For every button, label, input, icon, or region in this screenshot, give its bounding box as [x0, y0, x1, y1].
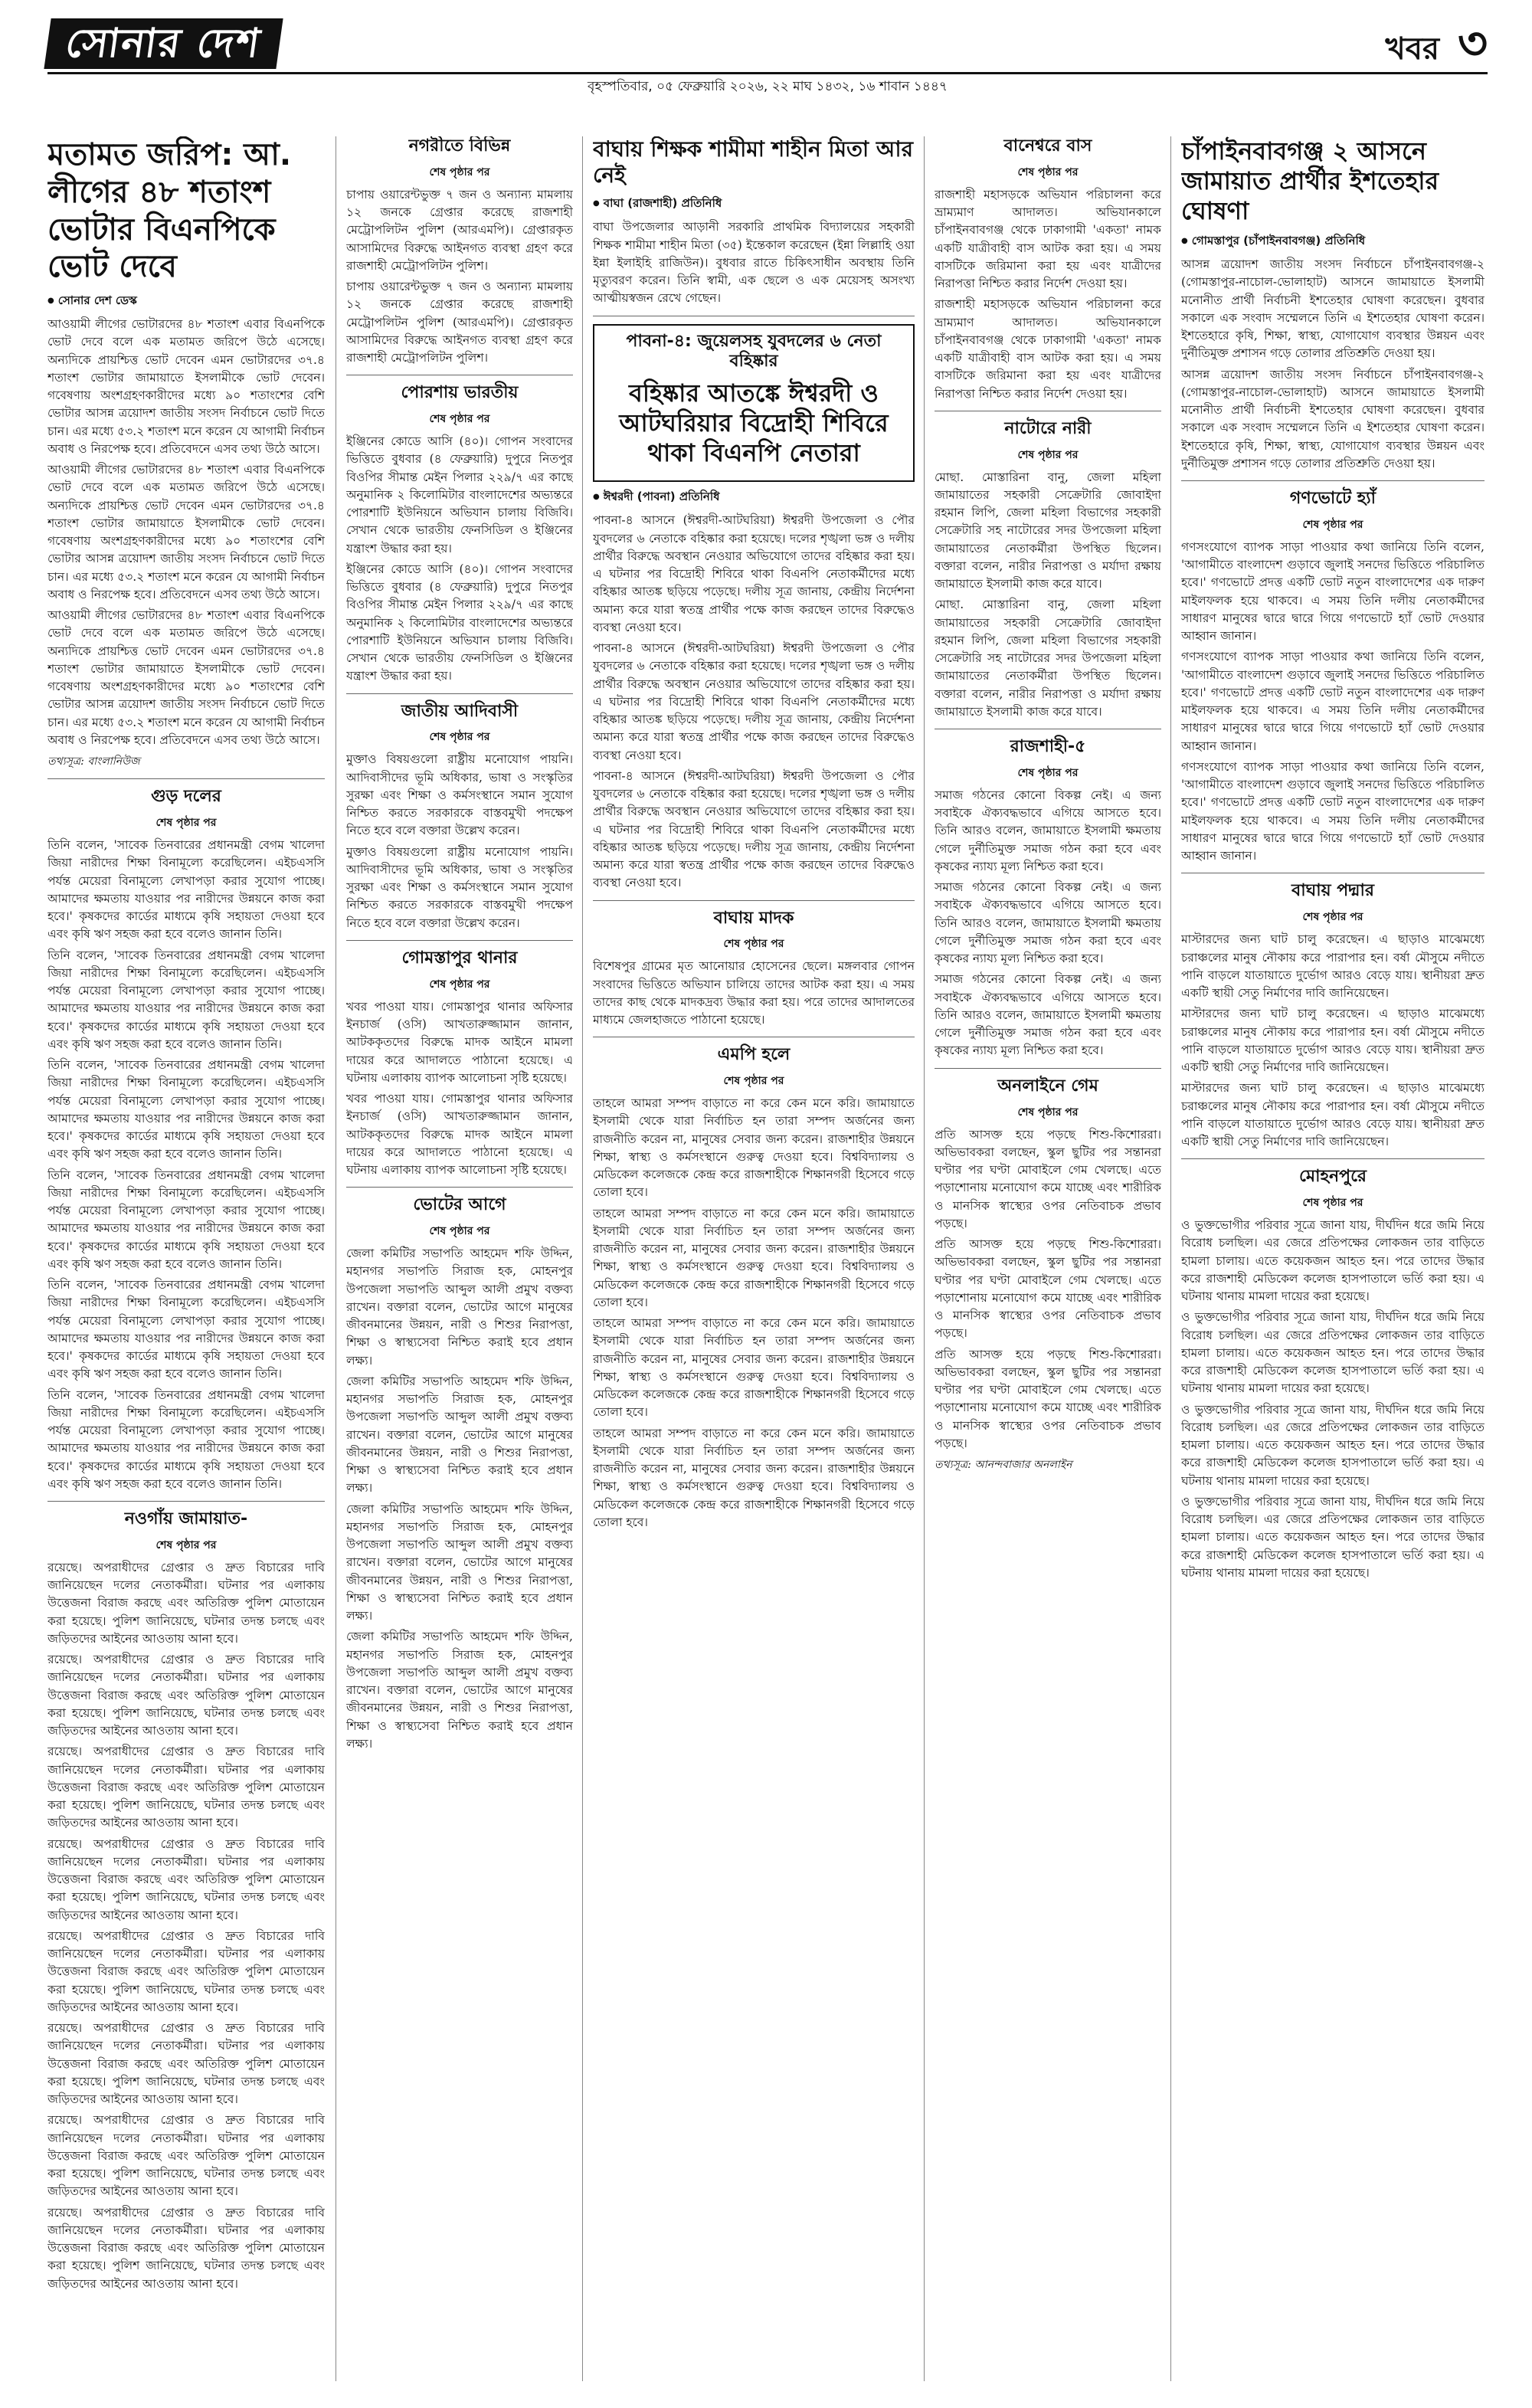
source-credit: তথ্যসূত্র: আনন্দবাজার অনলাইন: [935, 1459, 1072, 1472]
featured-headline: বহিষ্কার আতঙ্কে ঈশ্বরদী ও আটঘরিয়ার বিদ্রোহী শিবিরে থাকা বিএনপি নেতারা: [619, 378, 889, 468]
story-headline: গণভোটে হ্যাঁ: [1289, 489, 1377, 509]
story-kicker: পাবনা-৪: জুয়েলসহ যুবদলের ৬ নেতা বহিষ্কার: [626, 331, 882, 372]
byline: ● ঈশ্বরদী (পাবনা) প্রতিনিধি: [593, 488, 915, 507]
story-headline: রাজশাহী-৫: [1010, 737, 1086, 757]
article-body: রয়েছে। অপরাধীদের গ্রেপ্তার ও দ্রুত বিচারের দাবি জানিয়েছেন দলের নেতাকর্মীরা। ঘটনার পর এলাকায় উত্তেজনা বিরাজ করছে এবং অতিরিক্ত পুলিশ মোতায়েন করা হয়েছে। পুলিশ জানিয়েছে, ঘটনার তদন্ত চলছে এবং জড়িতদের আইনের আওতায় আনা হবে। রয়েছে। অপরাধীদের গ্রেপ্তার ও দ্রুত বিচারের দাবি জানিয়েছেন দলের নেতাকর্মীরা। ঘটনার পর এলাকায় উত্তেজনা বিরাজ করছে এবং অতিরিক্ত পুলিশ মোতায়েন করা হয়েছে। পুলিশ জানিয়েছে, ঘটনার তদন্ত চলছে এবং জড়িতদের আইনের আওতায় আনা হবে। রয়েছে। অপরাধীদের গ্রেপ্তার ও দ্রুত বিচারের দাবি জানিয়েছেন দলের নেতাকর্মীরা। ঘটনার পর এলাকায় উত্তেজনা বিরাজ করছে এবং অতিরিক্ত পুলিশ মোতায়েন করা হয়েছে। পুলিশ জানিয়েছে, ঘটনার তদন্ত চলছে এবং জড়িতদের আইনের আওতায় আনা হবে। রয়েছে। অপরাধীদের গ্রেপ্তার ও দ্রুত বিচারের দাবি জানিয়েছেন দলের নেতাকর্মীরা। ঘটনার পর এলাকায় উত্তেজনা বিরাজ করছে এবং অতিরিক্ত পুলিশ মোতায়েন করা হয়েছে। পুলিশ জানিয়েছে, ঘটনার তদন্ত চলছে এবং জড়িতদের আইনের আওতায় আনা হবে। রয়েছে। অপরাধীদের গ্রেপ্তার ও দ্রুত বিচারের দাবি জানিয়েছেন দলের নেতাকর্মীরা। ঘটনার পর এলাকায় উত্তেজনা বিরাজ করছে এবং অতিরিক্ত পুলিশ মোতায়েন করা হয়েছে। পুলিশ জানিয়েছে, ঘটনার তদন্ত চলছে এবং জড়িতদের আইনের আওতায় আনা হবে। রয়েছে। অপরাধীদের গ্রেপ্তার ও দ্রুত বিচারের দাবি জানিয়েছেন দলের নেতাকর্মীরা। ঘটনার পর এলাকায় উত্তেজনা বিরাজ করছে এবং অতিরিক্ত পুলিশ মোতায়েন করা হয়েছে। পুলিশ জানিয়েছে, ঘটনার তদন্ত চলছে এবং জড়িতদের আইনের আওতায় আনা হবে। রয়েছে। অপরাধীদের গ্রেপ্তার ও দ্রুত বিচারের দাবি জানিয়েছেন দলের নেতাকর্মীরা। ঘটনার পর এলাকায় উত্তেজনা বিরাজ করছে এবং অতিরিক্ত পুলিশ মোতায়েন করা হয়েছে। পুলিশ জানিয়েছে, ঘটনার তদন্ত চলছে এবং জড়িতদের আইনের আওতায় আনা হবে। রয়েছে। অপরাধীদের গ্রেপ্তার ও দ্রুত বিচারের দাবি জানিয়েছেন দলের নেতাকর্মীরা। ঘটনার পর এলাকায় উত্তেজনা বিরাজ করছে এবং অতিরিক্ত পুলিশ মোতায়েন করা হয়েছে। পুলিশ জানিয়েছে, ঘটনার তদন্ত চলছে এবং জড়িতদের আইনের আওতায় আনা হবে।: [47, 1560, 325, 2291]
featured-story-box: [593, 324, 915, 483]
continued-label: শেষ পৃষ্ঠার পর: [723, 1075, 784, 1088]
source-credit: তথ্যসূত্র: বাংলানিউজ: [47, 755, 140, 768]
story-headline: জাতীয় আদিবাসী: [401, 701, 519, 721]
byline: ● গোমস্তাপুর (চাঁপাইনবাবগঞ্জ) প্রতিনিধি: [1181, 232, 1485, 251]
story-divider: [346, 693, 573, 694]
section-label: [1385, 18, 1488, 74]
column-5: [1181, 136, 1485, 2381]
story-headline: বাঘায় শিক্ষক শামীমা শাহীন মিতা আর নেই: [593, 136, 913, 188]
article-body: সমাজ গঠনের কোনো বিকল্প নেই। এ জন্য সবাইকে ঐক্যবদ্ধভাবে এগিয়ে আসতে হবে। তিনি আরও বলেন, জামায়াতে ইসলামী ক্ষমতায় গেলে দুর্নীতিমুক্ত সমাজ গঠন করা হবে এবং কৃষকের ন্যায্য মূল্য নিশ্চিত করা হবে। সমাজ গঠনের কোনো বিকল্প নেই। এ জন্য সবাইকে ঐক্যবদ্ধভাবে এগিয়ে আসতে হবে। তিনি আরও বলেন, জামায়াতে ইসলামী ক্ষমতায় গেলে দুর্নীতিমুক্ত সমাজ গঠন করা হবে এবং কৃষকের ন্যায্য মূল্য নিশ্চিত করা হবে। সমাজ গঠনের কোনো বিকল্প নেই। এ জন্য সবাইকে ঐক্যবদ্ধভাবে এগিয়ে আসতে হবে। তিনি আরও বলেন, জামায়াতে ইসলামী ক্ষমতায় গেলে দুর্নীতিমুক্ত সমাজ গঠন করা হবে এবং কৃষকের ন্যায্য মূল্য নিশ্চিত করা হবে।: [935, 788, 1161, 1058]
story-headline: বানেশ্বরে বাস: [1003, 136, 1092, 156]
story-divider: [935, 1068, 1161, 1069]
column-4: [935, 136, 1161, 2381]
article-body: পাবনা-৪ আসনে (ঈশ্বরদী-আটঘরিয়া) ঈশ্বরদী উপজেলা ও পৌর যুবদলের ৬ নেতাকে বহিষ্কার করা হয়েছে। দলের শৃঙ্খলা ভঙ্গ ও দলীয় প্রার্থীর বিরুদ্ধে অবস্থান নেওয়ার অভিযোগে তাদের বহিষ্কার করা হয়। এ ঘটনার পর বিদ্রোহী শিবিরে থাকা বিএনপি নেতাকর্মীদের মধ্যে বহিষ্কার আতঙ্ক ছড়িয়ে পড়েছে। দলীয় সূত্র জানায়, কেন্দ্রীয় নির্দেশনা অমান্য করে যারা স্বতন্ত্র প্রার্থীর পক্ষে কাজ করছেন তাদের বিরুদ্ধেও ব্যবস্থা নেওয়া হবে। পাবনা-৪ আসনে (ঈশ্বরদী-আটঘরিয়া) ঈশ্বরদী উপজেলা ও পৌর যুবদলের ৬ নেতাকে বহিষ্কার করা হয়েছে। দলের শৃঙ্খলা ভঙ্গ ও দলীয় প্রার্থীর বিরুদ্ধে অবস্থান নেওয়ার অভিযোগে তাদের বহিষ্কার করা হয়। এ ঘটনার পর বিদ্রোহী শিবিরে থাকা বিএনপি নেতাকর্মীদের মধ্যে বহিষ্কার আতঙ্ক ছড়িয়ে পড়েছে। দলীয় সূত্র জানায়, কেন্দ্রীয় নির্দেশনা অমান্য করে যারা স্বতন্ত্র প্রার্থীর পক্ষে কাজ করছেন তাদের বিরুদ্ধেও ব্যবস্থা নেওয়া হবে। পাবনা-৪ আসনে (ঈশ্বরদী-আটঘরিয়া) ঈশ্বরদী উপজেলা ও পৌর যুবদলের ৬ নেতাকে বহিষ্কার করা হয়েছে। দলের শৃঙ্খলা ভঙ্গ ও দলীয় প্রার্থীর বিরুদ্ধে অবস্থান নেওয়ার অভিযোগে তাদের বহিষ্কার করা হয়। এ ঘটনার পর বিদ্রোহী শিবিরে থাকা বিএনপি নেতাকর্মীদের মধ্যে বহিষ্কার আতঙ্ক ছড়িয়ে পড়েছে। দলীয় সূত্র জানায়, কেন্দ্রীয় নির্দেশনা অমান্য করে যারা স্বতন্ত্র প্রার্থীর পক্ষে কাজ করছেন তাদের বিরুদ্ধেও ব্যবস্থা নেওয়া হবে।: [593, 513, 915, 890]
page-number: ৩: [1457, 17, 1488, 70]
continued-label: শেষ পৃষ্ঠার পর: [429, 165, 490, 179]
column-3: [593, 136, 915, 2381]
continued-label: শেষ পৃষ্ঠার পর: [1017, 165, 1079, 179]
continued-label: শেষ পৃষ্ঠার পর: [1017, 448, 1079, 461]
continued-label: শেষ পৃষ্ঠার পর: [1017, 766, 1079, 779]
column-2: [346, 136, 573, 2381]
story-headline: গুড় দলের: [151, 787, 221, 807]
article-body: আসন্ন ত্রয়োদশ জাতীয় সংসদ নির্বাচনে চাঁপাইনবাবগঞ্জ-২ (গোমস্তাপুর-নাচোল-ভোলাহাট) আসনে জামায়াতে ইসলামী মনোনীত প্রার্থী নির্বাচনী ইশতেহার ঘোষণা করেছেন। বুধবার সকালে এক সংবাদ সম্মেলনে তিনি এ ইশতেহার ঘোষণা করেন। ইশতেহারে কৃষি, শিক্ষা, স্বাস্থ্য, যোগাযোগ ব্যবস্থার উন্নয়ন এবং দুর্নীতিমুক্ত প্রশাসন গড়ে তোলার প্রতিশ্রুতি দেওয়া হয়। আসন্ন ত্রয়োদশ জাতীয় সংসদ নির্বাচনে চাঁপাইনবাবগঞ্জ-২ (গোমস্তাপুর-নাচোল-ভোলাহাট) আসনে জামায়াতে ইসলামী মনোনীত প্রার্থী নির্বাচনী ইশতেহার ঘোষণা করেছেন। বুধবার সকালে এক সংবাদ সম্মেলনে তিনি এ ইশতেহার ঘোষণা করেন। ইশতেহারে কৃষি, শিক্ষা, স্বাস্থ্য, যোগাযোগ ব্যবস্থার উন্নয়ন এবং দুর্নীতিমুক্ত প্রশাসন গড়ে তোলার প্রতিশ্রুতি দেওয়া হয়।: [1181, 257, 1485, 470]
article-body: খবর পাওয়া যায়। গোমস্তাপুর থানার অফিসার ইনচার্জ (ওসি) আখতারুজ্জামান জানান, আটককৃতদের বিরুদ্ধে মাদক আইনে মামলা দায়ের করে আদালতে পাঠানো হয়েছে। এ ঘটনায় এলাকায় ব্যাপক আলোচনা সৃষ্টি হয়েছে। খবর পাওয়া যায়। গোমস্তাপুর থানার অফিসার ইনচার্জ (ওসি) আখতারুজ্জামান জানান, আটককৃতদের বিরুদ্ধে মাদক আইনে মামলা দায়ের করে আদালতে পাঠানো হয়েছে। এ ঘটনায় এলাকায় ব্যাপক আলোচনা সৃষ্টি হয়েছে।: [346, 999, 573, 1178]
continued-label: শেষ পৃষ্ঠার পর: [1302, 1197, 1363, 1210]
story-headline: নগরীতে বিভিন্ন: [408, 136, 511, 156]
article-body: প্রতি আসক্ত হয়ে পড়ছে শিশু-কিশোররা। অভিভাবকরা বলছেন, স্কুল ছুটির পর সন্তানরা ঘণ্টার পর ঘণ্টা মোবাইলে গেম খেলছে। এতে পড়াশোনায় মনোযোগ কমে যাচ্ছে এবং শারীরিক ও মানসিক স্বাস্থ্যের ওপর নেতিবাচক প্রভাব পড়ছে। প্রতি আসক্ত হয়ে পড়ছে শিশু-কিশোররা। অভিভাবকরা বলছেন, স্কুল ছুটির পর সন্তানরা ঘণ্টার পর ঘণ্টা মোবাইলে গেম খেলছে। এতে পড়াশোনায় মনোযোগ কমে যাচ্ছে এবং শারীরিক ও মানসিক স্বাস্থ্যের ওপর নেতিবাচক প্রভাব পড়ছে। প্রতি আসক্ত হয়ে পড়ছে শিশু-কিশোররা। অভিভাবকরা বলছেন, স্কুল ছুটির পর সন্তানরা ঘণ্টার পর ঘণ্টা মোবাইলে গেম খেলছে। এতে পড়াশোনায় মনোযোগ কমে যাচ্ছে এবং শারীরিক ও মানসিক স্বাস্থ্যের ওপর নেতিবাচক প্রভাব পড়ছে।: [935, 1127, 1161, 1450]
masthead-rule: [47, 72, 1488, 74]
story-headline: এমপি হলে: [717, 1045, 791, 1065]
article-body: ও ভুক্তভোগীর পরিবার সূত্রে জানা যায়, দীর্ঘদিন ধরে জমি নিয়ে বিরোধ চলছিল। এর জেরে প্রতিপক্ষের লোকজন তার বাড়িতে হামলা চালায়। এতে কয়েকজন আহত হন। পরে তাদের উদ্ধার করে রাজশাহী মেডিকেল কলেজ হাসপাতালে ভর্তি করা হয়। এ ঘটনায় থানায় মামলা দায়ের করা হয়েছে। ও ভুক্তভোগীর পরিবার সূত্রে জানা যায়, দীর্ঘদিন ধরে জমি নিয়ে বিরোধ চলছিল। এর জেরে প্রতিপক্ষের লোকজন তার বাড়িতে হামলা চালায়। এতে কয়েকজন আহত হন। পরে তাদের উদ্ধার করে রাজশাহী মেডিকেল কলেজ হাসপাতালে ভর্তি করা হয়। এ ঘটনায় থানায় মামলা দায়ের করা হয়েছে। ও ভুক্তভোগীর পরিবার সূত্রে জানা যায়, দীর্ঘদিন ধরে জমি নিয়ে বিরোধ চলছিল। এর জেরে প্রতিপক্ষের লোকজন তার বাড়িতে হামলা চালায়। এতে কয়েকজন আহত হন। পরে তাদের উদ্ধার করে রাজশাহী মেডিকেল কলেজ হাসপাতালে ভর্তি করা হয়। এ ঘটনায় থানায় মামলা দায়ের করা হয়েছে। ও ভুক্তভোগীর পরিবার সূত্রে জানা যায়, দীর্ঘদিন ধরে জমি নিয়ে বিরোধ চলছিল। এর জেরে প্রতিপক্ষের লোকজন তার বাড়িতে হামলা চালায়। এতে কয়েকজন আহত হন। পরে তাদের উদ্ধার করে রাজশাহী মেডিকেল কলেজ হাসপাতালে ভর্তি করা হয়। এ ঘটনায় থানায় মামলা দায়ের করা হয়েছে।: [1181, 1218, 1485, 1580]
column-divider: [1170, 136, 1171, 2381]
article-body: গণসংযোগে ব্যাপক সাড়া পাওয়ার কথা জানিয়ে তিনি বলেন, 'আগামীতে বাংলাদেশ গুড়াবে জুলাই সনদের ভিত্তিতে পরিচালিত হবে।' গণভোটে প্রদত্ত একটি ভোট নতুন বাংলাদেশের এক দারুণ মাইলফলক হয়ে থাকবে। এ সময় তিনি দলীয় নেতাকর্মীদের সাধারণ মানুষের দ্বারে দ্বারে গিয়ে গণভোটে হ্যাঁ ভোট দেওয়ার আহ্বান জানান। গণসংযোগে ব্যাপক সাড়া পাওয়ার কথা জানিয়ে তিনি বলেন, 'আগামীতে বাংলাদেশ গুড়াবে জুলাই সনদের ভিত্তিতে পরিচালিত হবে।' গণভোটে প্রদত্ত একটি ভোট নতুন বাংলাদেশের এক দারুণ মাইলফলক হয়ে থাকবে। এ সময় তিনি দলীয় নেতাকর্মীদের সাধারণ মানুষের দ্বারে দ্বারে গিয়ে গণভোটে হ্যাঁ ভোট দেওয়ার আহ্বান জানান। গণসংযোগে ব্যাপক সাড়া পাওয়ার কথা জানিয়ে তিনি বলেন, 'আগামীতে বাংলাদেশ গুড়াবে জুলাই সনদের ভিত্তিতে পরিচালিত হবে।' গণভোটে প্রদত্ত একটি ভোট নতুন বাংলাদেশের এক দারুণ মাইলফলক হয়ে থাকবে। এ সময় তিনি দলীয় নেতাকর্মীদের সাধারণ মানুষের দ্বারে দ্বারে গিয়ে গণভোটে হ্যাঁ ভোট দেওয়ার আহ্বান জানান।: [1181, 539, 1485, 863]
continued-label: শেষ পৃষ্ঠার পর: [1302, 911, 1363, 924]
masthead: [47, 17, 1488, 93]
continued-label: শেষ পৃষ্ঠার পর: [155, 1538, 217, 1551]
story-divider: [1181, 1158, 1485, 1159]
story-headline: বাঘায় মাদক: [713, 908, 794, 928]
continued-label: শেষ পৃষ্ঠার পর: [429, 1225, 490, 1238]
story-divider: [346, 940, 573, 941]
column-divider: [582, 136, 583, 2381]
story-headline: গোমস্তাপুর থানার: [401, 948, 518, 968]
story-headline: নওগাঁয় জামায়াত-: [124, 1509, 248, 1529]
continued-label: শেষ পৃষ্ঠার পর: [429, 978, 490, 991]
article-body: মাস্টারদের জন্য ঘাট চালু করেছেন। এ ছাড়াও মাঝেমধ্যে চরাঞ্চলের মানুষ নৌকায় করে পারাপার হন। বর্ষা মৌসুমে নদীতে পানি বাড়লে যাতায়াতে দুর্ভোগ আরও বেড়ে যায়। স্থানীয়রা দ্রুত একটি স্থায়ী সেতু নির্মাণের দাবি জানিয়েছেন। মাস্টারদের জন্য ঘাট চালু করেছেন। এ ছাড়াও মাঝেমধ্যে চরাঞ্চলের মানুষ নৌকায় করে পারাপার হন। বর্ষা মৌসুমে নদীতে পানি বাড়লে যাতায়াতে দুর্ভোগ আরও বেড়ে যায়। স্থানীয়রা দ্রুত একটি স্থায়ী সেতু নির্মাণের দাবি জানিয়েছেন। মাস্টারদের জন্য ঘাট চালু করেছেন। এ ছাড়াও মাঝেমধ্যে চরাঞ্চলের মানুষ নৌকায় করে পারাপার হন। বর্ষা মৌসুমে নদীতে পানি বাড়লে যাতায়াতে দুর্ভোগ আরও বেড়ে যায়। স্থানীয়রা দ্রুত একটি স্থায়ী সেতু নির্মাণের দাবি জানিয়েছেন।: [1181, 932, 1485, 1148]
article-body: বাঘা উপজেলার আড়ানী সরকারি প্রাথমিক বিদ্যালয়ের সহকারী শিক্ষক শামীমা শাহীন মিতা (৩৫) ইন্তেকাল করেছেন (ইন্না লিল্লাহি ওয়া ইন্না ইলাইহি রাজিউন)। বুধবার রাতে চিকিৎসাধীন অবস্থায় তিনি মৃত্যুবরণ করেন। তিনি স্বামী, এক ছেলে ও এক মেয়েসহ অসংখ্য আত্মীয়স্বজন রেখে গেছেন।: [593, 220, 915, 306]
article-body: আওয়ামী লীগের ভোটারদের ৪৮ শতাংশ এবার বিএনপিকে ভোট দেবে বলে এক মতামত জরিপে উঠে এসেছে। অন্যদিকে প্রায়শ্চিত্ত ভোট দেবেন এমন ভোটারদের ৩৭.৪ শতাংশ ভোটার জামায়াতে ইসলামীকে ভোট দেবেন। গবেষণায় অংশগ্রহণকারীদের মধ্যে ৯০ শতাংশের বেশি ভোটার আসন্ন ত্রয়োদশ জাতীয় সংসদ নির্বাচনে ভোট দিতে চান। এর মধ্যে ৫৩.২ শতাংশ মনে করেন যে আগামী নির্বাচন অবাধ ও নিরপেক্ষ হবে। প্রতিবেদনে এসব তথ্য উঠে আসে। আওয়ামী লীগের ভোটারদের ৪৮ শতাংশ এবার বিএনপিকে ভোট দেবে বলে এক মতামত জরিপে উঠে এসেছে। অন্যদিকে প্রায়শ্চিত্ত ভোট দেবেন এমন ভোটারদের ৩৭.৪ শতাংশ ভোটার জামায়াতে ইসলামীকে ভোট দেবেন। গবেষণায় অংশগ্রহণকারীদের মধ্যে ৯০ শতাংশের বেশি ভোটার আসন্ন ত্রয়োদশ জাতীয় সংসদ নির্বাচনে ভোট দিতে চান। এর মধ্যে ৫৩.২ শতাংশ মনে করেন যে আগামী নির্বাচন অবাধ ও নিরপেক্ষ হবে। প্রতিবেদনে এসব তথ্য উঠে আসে। আওয়ামী লীগের ভোটারদের ৪৮ শতাংশ এবার বিএনপিকে ভোট দেবে বলে এক মতামত জরিপে উঠে এসেছে। অন্যদিকে প্রায়শ্চিত্ত ভোট দেবেন এমন ভোটারদের ৩৭.৪ শতাংশ ভোটার জামায়াতে ইসলামীকে ভোট দেবেন। গবেষণায় অংশগ্রহণকারীদের মধ্যে ৯০ শতাংশের বেশি ভোটার আসন্ন ত্রয়োদশ জাতীয় সংসদ নির্বাচনে ভোট দিতে চান। এর মধ্যে ৫৩.২ শতাংশ মনে করেন যে আগামী নির্বাচন অবাধ ও নিরপেক্ষ হবে। প্রতিবেদনে এসব তথ্য উঠে আসে।: [47, 317, 325, 747]
continued-label: শেষ পৃষ্ঠার পর: [429, 413, 490, 426]
story-divider: [346, 1187, 573, 1188]
article-body: বিশেষপুর গ্রামের মৃত আনোয়ার হোসেনের ছেলে। মঙ্গলবার গোপন সংবাদের ভিত্তিতে অভিযান চালিয়ে তাদের আটক করা হয়। এ সময় তাদের কাছ থেকে মাদকদ্রব্য উদ্ধার করা হয়। পরে তাদের আদালতের মাধ্যমে জেলহাজতে পাঠানো হয়েছে।: [593, 959, 915, 1027]
byline: ● সোনার দেশ ডেস্ক: [47, 292, 325, 311]
continued-label: শেষ পৃষ্ঠার পর: [1017, 1106, 1079, 1119]
section-name: খবর: [1385, 31, 1439, 67]
story-headline: পোরশায় ভারতীয়: [401, 383, 519, 403]
lead-headline: চাঁপাইনবাবগঞ্জ ২ আসনে জামায়াত প্রার্থীর ইশতেহার ঘোষণা: [1181, 136, 1439, 226]
story-divider: [47, 778, 325, 779]
continued-label: শেষ পৃষ্ঠার পর: [429, 731, 490, 744]
article-body: জেলা কমিটির সভাপতি আহমেদ শফি উদ্দিন, মহানগর সভাপতি সিরাজ হক, মোহনপুর উপজেলা সভাপতি আব্দুল আলী প্রমুখ বক্তব্য রাখেন। বক্তারা বলেন, ভোটের আগে মানুষের জীবনমানের উন্নয়ন, নারী ও শিশুর নিরাপত্তা, শিক্ষা ও স্বাস্থ্যসেবা নিশ্চিত করাই হবে প্রধান লক্ষ্য। জেলা কমিটির সভাপতি আহমেদ শফি উদ্দিন, মহানগর সভাপতি সিরাজ হক, মোহনপুর উপজেলা সভাপতি আব্দুল আলী প্রমুখ বক্তব্য রাখেন। বক্তারা বলেন, ভোটের আগে মানুষের জীবনমানের উন্নয়ন, নারী ও শিশুর নিরাপত্তা, শিক্ষা ও স্বাস্থ্যসেবা নিশ্চিত করাই হবে প্রধান লক্ষ্য। জেলা কমিটির সভাপতি আহমেদ শফি উদ্দিন, মহানগর সভাপতি সিরাজ হক, মোহনপুর উপজেলা সভাপতি আব্দুল আলী প্রমুখ বক্তব্য রাখেন। বক্তারা বলেন, ভোটের আগে মানুষের জীবনমানের উন্নয়ন, নারী ও শিশুর নিরাপত্তা, শিক্ষা ও স্বাস্থ্যসেবা নিশ্চিত করাই হবে প্রধান লক্ষ্য। জেলা কমিটির সভাপতি আহমেদ শফি উদ্দিন, মহানগর সভাপতি সিরাজ হক, মোহনপুর উপজেলা সভাপতি আব্দুল আলী প্রমুখ বক্তব্য রাখেন। বক্তারা বলেন, ভোটের আগে মানুষের জীবনমানের উন্নয়ন, নারী ও শিশুর নিরাপত্তা, শিক্ষা ও স্বাস্থ্যসেবা নিশ্চিত করাই হবে প্রধান লক্ষ্য।: [346, 1247, 573, 1751]
article-body: মোছা. মোস্তারিনা বানু, জেলা মহিলা জামায়াতের সহকারী সেক্রেটারি জোবাইদা রহমান লিপি, জেলা মহিলা বিভাগের সহকারী সেক্রেটারি সহ নাটোরের সদর উপজেলা মহিলা জামায়াতের নেতাকর্মীরা উপস্থিত ছিলেন। বক্তারা বলেন, নারীর নিরাপত্তা ও মর্যাদা রক্ষায় জামায়াতে ইসলামী কাজ করে যাবে। মোছা. মোস্তারিনা বানু, জেলা মহিলা জামায়াতের সহকারী সেক্রেটারি জোবাইদা রহমান লিপি, জেলা মহিলা বিভাগের সহকারী সেক্রেটারি সহ নাটোরের সদর উপজেলা মহিলা জামায়াতের নেতাকর্মীরা উপস্থিত ছিলেন। বক্তারা বলেন, নারীর নিরাপত্তা ও মর্যাদা রক্ষায় জামায়াতে ইসলামী কাজ করে যাবে।: [935, 470, 1161, 719]
newspaper-logo: সোনার দেশ: [44, 18, 283, 69]
column-divider: [924, 136, 925, 2381]
article-body: তাহলে আমরা সম্পদ বাড়াতে না করে কেন মনে করি। জামায়াতে ইসলামী থেকে যারা নির্বাচিত হন তারা সম্পদ অর্জনের জন্য রাজনীতি করেন না, মানুষের সেবার জন্য করেন। রাজশাহীর উন্নয়নে শিক্ষা, স্বাস্থ্য ও কর্মসংস্থানে গুরুত্ব দেওয়া হবে। বিশ্ববিদ্যালয় ও মেডিকেল কলেজকে কেন্দ্র করে রাজশাহীকে শিক্ষানগরী হিসেবে গড়ে তোলা হবে। তাহলে আমরা সম্পদ বাড়াতে না করে কেন মনে করি। জামায়াতে ইসলামী থেকে যারা নির্বাচিত হন তারা সম্পদ অর্জনের জন্য রাজনীতি করেন না, মানুষের সেবার জন্য করেন। রাজশাহীর উন্নয়নে শিক্ষা, স্বাস্থ্য ও কর্মসংস্থানে গুরুত্ব দেওয়া হবে। বিশ্ববিদ্যালয় ও মেডিকেল কলেজকে কেন্দ্র করে রাজশাহীকে শিক্ষানগরী হিসেবে গড়ে তোলা হবে। তাহলে আমরা সম্পদ বাড়াতে না করে কেন মনে করি। জামায়াতে ইসলামী থেকে যারা নির্বাচিত হন তারা সম্পদ অর্জনের জন্য রাজনীতি করেন না, মানুষের সেবার জন্য করেন। রাজশাহীর উন্নয়নে শিক্ষা, স্বাস্থ্য ও কর্মসংস্থানে গুরুত্ব দেওয়া হবে। বিশ্ববিদ্যালয় ও মেডিকেল কলেজকে কেন্দ্র করে রাজশাহীকে শিক্ষানগরী হিসেবে গড়ে তোলা হবে। তাহলে আমরা সম্পদ বাড়াতে না করে কেন মনে করি। জামায়াতে ইসলামী থেকে যারা নির্বাচিত হন তারা সম্পদ অর্জনের জন্য রাজনীতি করেন না, মানুষের সেবার জন্য করেন। রাজশাহীর উন্নয়নে শিক্ষা, স্বাস্থ্য ও কর্মসংস্থানে গুরুত্ব দেওয়া হবে। বিশ্ববিদ্যালয় ও মেডিকেল কলেজকে কেন্দ্র করে রাজশাহীকে শিক্ষানগরী হিসেবে গড়ে তোলা হবে।: [593, 1096, 915, 1529]
lead-headline: মতামত জরিপ: আ. লীগের ৪৮ শতাংশ ভোটার বিএনপিকে ভোট দেবে: [47, 137, 292, 285]
continued-label: শেষ পৃষ্ঠার পর: [1302, 518, 1363, 531]
article-body: ইঞ্জিনের কোডে আসি (৪০)। গোপন সংবাদের ভিত্তিতে বুধবার (৪ ফেব্রুয়ারি) দুপুরে নিতপুর বিওপির সীমান্ত মেইন পিলার ২২৯/৭ এর কাছে অনুমানিক ২ কিলোমিটার বাংলাদেশের অভ্যন্তরে পোরশাটি ইউনিয়নে অভিযান চালায় বিজিবি। সেখান থেকে ভারতীয় ফেনসিডিল ও ইঞ্জিনের যন্ত্রাংশ উদ্ধার করা হয়। ইঞ্জিনের কোডে আসি (৪০)। গোপন সংবাদের ভিত্তিতে বুধবার (৪ ফেব্রুয়ারি) দুপুরে নিতপুর বিওপির সীমান্ত মেইন পিলার ২২৯/৭ এর কাছে অনুমানিক ২ কিলোমিটার বাংলাদেশের অভ্যন্তরে পোরশাটি ইউনিয়নে অভিযান চালায় বিজিবি। সেখান থেকে ভারতীয় ফেনসিডিল ও ইঞ্জিনের যন্ত্রাংশ উদ্ধার করা হয়।: [346, 434, 573, 683]
story-headline: মোহনপুরে: [1298, 1167, 1367, 1187]
story-divider: [47, 1501, 325, 1502]
article-body: চাপায় ওয়ারেন্টভুক্ত ৭ জন ও অন্যান্য মামলায় ১২ জনকে গ্রেপ্তার করেছে রাজশাহী মেট্রোপলিটন পুলিশ (আরএমপি)। গ্রেপ্তারকৃত আসামিদের বিরুদ্ধে আইনগত ব্যবস্থা গ্রহণ করে রাজশাহী মেট্রোপলিটন পুলিশ। চাপায় ওয়ারেন্টভুক্ত ৭ জন ও অন্যান্য মামলায় ১২ জনকে গ্রেপ্তার করেছে রাজশাহী মেট্রোপলিটন পুলিশ (আরএমপি)। গ্রেপ্তারকৃত আসামিদের বিরুদ্ধে আইনগত ব্যবস্থা গ্রহণ করে রাজশাহী মেট্রোপলিটন পুলিশ।: [346, 187, 573, 365]
article-body: মুক্তাও বিষয়গুলো রাষ্ট্রীয় মনোযোগ পায়নি। আদিবাসীদের ভূমি অধিকার, ভাষা ও সংস্কৃতির সুরক্ষা এবং শিক্ষা ও কর্মসংস্থানে সমান সুযোগ নিশ্চিত করতে সরকারকে বাস্তবমুখী পদক্ষেপ নিতে হবে বলে বক্তারা উল্লেখ করেন। মুক্তাও বিষয়গুলো রাষ্ট্রীয় মনোযোগ পায়নি। আদিবাসীদের ভূমি অধিকার, ভাষা ও সংস্কৃতির সুরক্ষা এবং শিক্ষা ও কর্মসংস্থানে সমান সুযোগ নিশ্চিত করতে সরকারকে বাস্তবমুখী পদক্ষেপ নিতে হবে বলে বক্তারা উল্লেখ করেন।: [346, 752, 573, 930]
story-headline: বাঘায় পদ্মার: [1291, 881, 1374, 901]
article-body: রাজশাহী মহাসড়কে অভিযান পরিচালনা করে ভ্রাম্যমাণ আদালত। অভিযানকালে চাঁপাইনবাবগঞ্জ থেকে ঢাকাগামী 'একতা' নামক একটি যাত্রীবাহী বাস আটক করা হয়। এ সময় বাসটিকে জরিমানা করা হয় এবং যাত্রীদের নিরাপত্তা নিশ্চিত করার নির্দেশ দেওয়া হয়। রাজশাহী মহাসড়কে অভিযান পরিচালনা করে ভ্রাম্যমাণ আদালত। অভিযানকালে চাঁপাইনবাবগঞ্জ থেকে ঢাকাগামী 'একতা' নামক একটি যাত্রীবাহী বাস আটক করা হয়। এ সময় বাসটিকে জরিমানা করা হয় এবং যাত্রীদের নিরাপত্তা নিশ্চিত করার নির্দেশ দেওয়া হয়।: [935, 187, 1161, 401]
column-1: [47, 136, 325, 2381]
story-headline: অনলাইনে গেম: [997, 1076, 1098, 1096]
story-divider: [593, 900, 915, 901]
dateline: বৃহস্পতিবার, ০৫ ফেব্রুয়ারি ২০২৬, ২২ মাঘ ১৪৩২, ১৬ শাবান ১৪৪৭: [588, 79, 948, 94]
story-headline: নাটোরে নারী: [1004, 418, 1092, 438]
story-divider: [1181, 480, 1485, 481]
article-body: তিনি বলেন, 'সাবেক তিনবারের প্রধানমন্ত্রী বেগম খালেদা জিয়া নারীদের শিক্ষা বিনামূল্যে করেছিলেন। এইচএসসি পর্যন্ত মেয়েরা বিনামূল্যে লেখাপড়া করার সুযোগ পাচ্ছে। আমাদের ক্ষমতায় যাওয়ার পর নারীদের উন্নয়নে কাজ করা হবে।' কৃষকদের কার্ডের মাধ্যমে কৃষি সহায়তা দেওয়া হবে এবং কৃষি ঋণ সহজ করা হবে বলেও জানান তিনি। তিনি বলেন, 'সাবেক তিনবারের প্রধানমন্ত্রী বেগম খালেদা জিয়া নারীদের শিক্ষা বিনামূল্যে করেছিলেন। এইচএসসি পর্যন্ত মেয়েরা বিনামূল্যে লেখাপড়া করার সুযোগ পাচ্ছে। আমাদের ক্ষমতায় যাওয়ার পর নারীদের উন্নয়নে কাজ করা হবে।' কৃষকদের কার্ডের মাধ্যমে কৃষি সহায়তা দেওয়া হবে এবং কৃষি ঋণ সহজ করা হবে বলেও জানান তিনি। তিনি বলেন, 'সাবেক তিনবারের প্রধানমন্ত্রী বেগম খালেদা জিয়া নারীদের শিক্ষা বিনামূল্যে করেছিলেন। এইচএসসি পর্যন্ত মেয়েরা বিনামূল্যে লেখাপড়া করার সুযোগ পাচ্ছে। আমাদের ক্ষমতায় যাওয়ার পর নারীদের উন্নয়নে কাজ করা হবে।' কৃষকদের কার্ডের মাধ্যমে কৃষি সহায়তা দেওয়া হবে এবং কৃষি ঋণ সহজ করা হবে বলেও জানান তিনি। তিনি বলেন, 'সাবেক তিনবারের প্রধানমন্ত্রী বেগম খালেদা জিয়া নারীদের শিক্ষা বিনামূল্যে করেছিলেন। এইচএসসি পর্যন্ত মেয়েরা বিনামূল্যে লেখাপড়া করার সুযোগ পাচ্ছে। আমাদের ক্ষমতায় যাওয়ার পর নারীদের উন্নয়নে কাজ করা হবে।' কৃষকদের কার্ডের মাধ্যমে কৃষি সহায়তা দেওয়া হবে এবং কৃষি ঋণ সহজ করা হবে বলেও জানান তিনি। তিনি বলেন, 'সাবেক তিনবারের প্রধানমন্ত্রী বেগম খালেদা জিয়া নারীদের শিক্ষা বিনামূল্যে করেছিলেন। এইচএসসি পর্যন্ত মেয়েরা বিনামূল্যে লেখাপড়া করার সুযোগ পাচ্ছে। আমাদের ক্ষমতায় যাওয়ার পর নারীদের উন্নয়নে কাজ করা হবে।' কৃষকদের কার্ডের মাধ্যমে কৃষি সহায়তা দেওয়া হবে এবং কৃষি ঋণ সহজ করা হবে বলেও জানান তিনি। তিনি বলেন, 'সাবেক তিনবারের প্রধানমন্ত্রী বেগম খালেদা জিয়া নারীদের শিক্ষা বিনামূল্যে করেছিলেন। এইচএসসি পর্যন্ত মেয়েরা বিনামূল্যে লেখাপড়া করার সুযোগ পাচ্ছে। আমাদের ক্ষমতায় যাওয়ার পর নারীদের উন্নয়নে কাজ করা হবে।' কৃষকদের কার্ডের মাধ্যমে কৃষি সহায়তা দেওয়া হবে এবং কৃষি ঋণ সহজ করা হবে বলেও জানান তিনি।: [47, 838, 325, 1491]
continued-label: শেষ পৃষ্ঠার পর: [723, 938, 784, 951]
story-headline: ভোটের আগে: [413, 1195, 506, 1215]
continued-label: শেষ পৃষ্ঠার পর: [155, 817, 217, 830]
byline: ● বাঘা (রাজশাহী) প্রতিনিধি: [593, 195, 915, 214]
